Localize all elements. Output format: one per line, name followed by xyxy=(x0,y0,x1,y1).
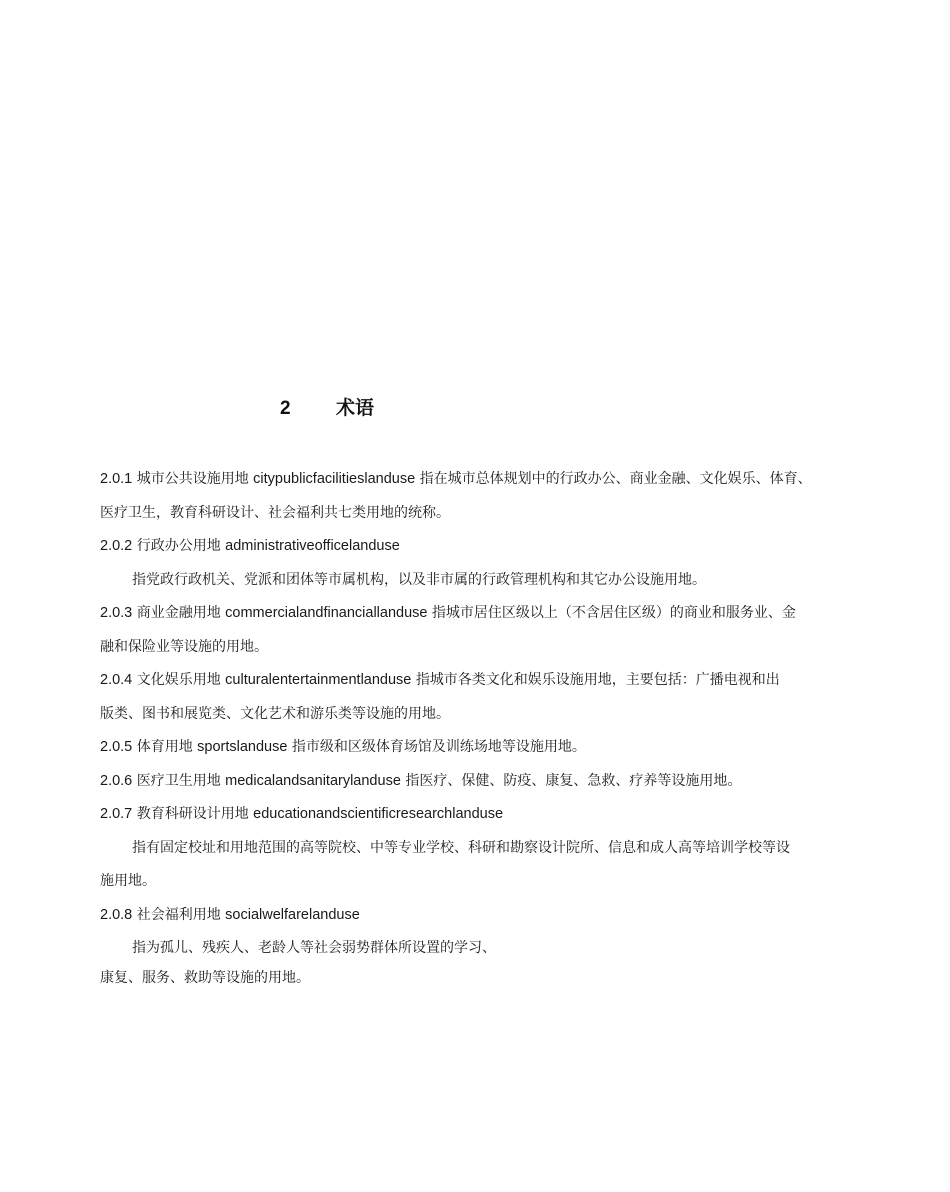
term-entry-line xyxy=(100,531,870,565)
term-definition: 指市级和区级体育场馆及训练场地等设施用地。 xyxy=(291,739,586,755)
term-name-en: commercialandfinanciallanduse xyxy=(225,605,428,621)
term-name-en: citypublicfacilitieslanduse xyxy=(253,471,416,487)
term-definition: 指有固定校址和用地范围的高等院校、中等专业学校、科研和勘察设计院所、信息和成人高等培训学校等设 xyxy=(132,839,790,856)
term-entry-line xyxy=(100,464,870,498)
term-entry-line xyxy=(100,799,870,833)
section-heading xyxy=(280,393,374,420)
term-number: 2.0.7 xyxy=(100,806,133,822)
section-title: 术语 xyxy=(336,398,375,419)
term-definition-line xyxy=(100,933,870,967)
term-number: 2.0.4 xyxy=(100,672,133,688)
term-definition: 指在城市总体规划中的行政办公、商业金融、文化娱乐、体育、 xyxy=(419,471,812,487)
term-entry-line xyxy=(100,665,870,699)
term-definition: 指党政行政机关、党派和团体等市属机构，以及非市属的行政管理机构和其它办公设施用地。 xyxy=(132,571,706,588)
term-definition: 医疗卫生，教育科研设计、社会福利共七类用地的统称。 xyxy=(100,504,450,521)
term-definition: 融和保险业等设施的用地。 xyxy=(100,638,268,655)
term-name-cn: 社会福利用地 xyxy=(136,906,221,923)
term-entry-line xyxy=(100,598,870,632)
term-number: 2.0.6 xyxy=(100,772,133,789)
term-name-en: medicalandsanitarylanduse xyxy=(225,772,401,789)
term-definition-line xyxy=(100,833,870,867)
term-name-en: culturalentertainmentlanduse xyxy=(225,672,412,688)
term-name-cn: 城市公共设施用地 xyxy=(136,471,249,487)
term-name-cn: 文化娱乐用地 xyxy=(136,672,221,688)
term-definition: 施用地。 xyxy=(100,873,156,889)
term-name-cn: 行政办公用地 xyxy=(136,538,221,554)
term-entry-line xyxy=(100,732,870,766)
term-name-cn: 商业金融用地 xyxy=(136,605,221,621)
term-name-en: educationandscientificresearchlanduse xyxy=(253,806,504,822)
term-number: 2.0.5 xyxy=(100,739,133,755)
term-definition-line xyxy=(100,699,870,733)
term-definition: 指医疗、保健、防疫、康复、急救、疗养等设施用地。 xyxy=(405,772,742,789)
term-number: 2.0.2 xyxy=(100,538,133,554)
term-entry-line xyxy=(100,766,870,800)
term-name-en: sportslanduse xyxy=(197,739,288,755)
term-definition-line xyxy=(100,866,870,900)
term-name-cn: 教育科研设计用地 xyxy=(136,806,249,822)
term-definition-line xyxy=(100,498,870,532)
term-definition: 指为孤儿、残疾人、老龄人等社会弱势群体所设置的学习、 xyxy=(132,940,496,956)
term-name-en: administrativeofficelanduse xyxy=(225,538,400,554)
term-number: 2.0.8 xyxy=(100,906,133,923)
term-name-cn: 医疗卫生用地 xyxy=(136,772,221,789)
term-definition: 指城市各类文化和娱乐设施用地，主要包括：广播电视和出 xyxy=(415,672,780,688)
term-definition: 康复、服务、救助等设施的用地。 xyxy=(100,969,310,986)
term-number: 2.0.3 xyxy=(100,605,133,621)
term-definition: 版类、图书和展览类、文化艺术和游乐类等设施的用地。 xyxy=(100,705,450,722)
term-definition-line xyxy=(100,565,870,599)
term-name-cn: 体育用地 xyxy=(136,739,193,755)
terms-body xyxy=(100,464,870,989)
term-number: 2.0.1 xyxy=(100,471,133,487)
term-entry-line xyxy=(100,900,870,934)
term-definition-line xyxy=(100,632,870,666)
section-number: 2 xyxy=(280,398,291,419)
term-definition: 指城市居住区级以上（不含居住区级）的商业和服务业、金 xyxy=(431,605,796,621)
term-definition-line xyxy=(100,967,870,989)
term-name-en: socialwelfarelanduse xyxy=(225,906,360,923)
